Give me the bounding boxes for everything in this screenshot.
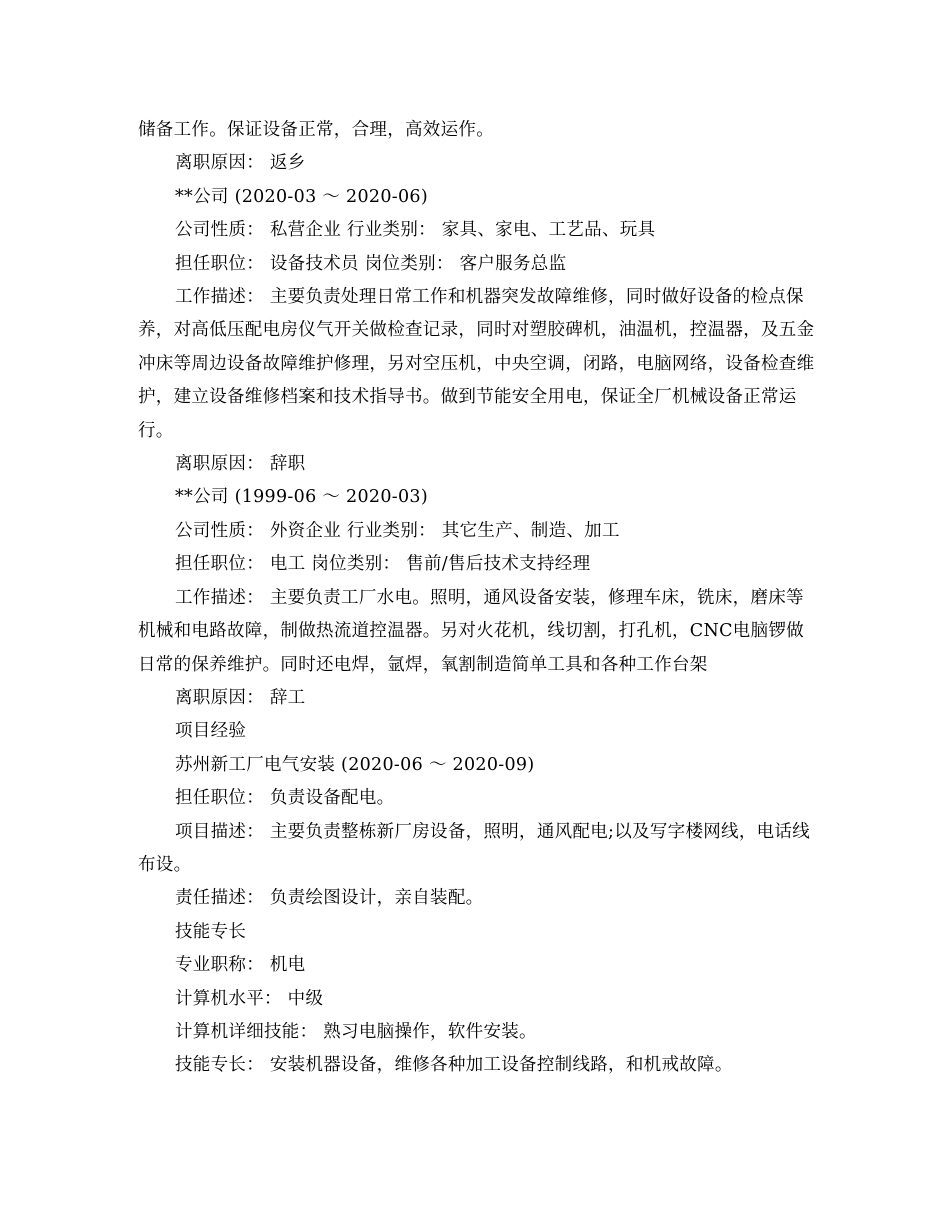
section-heading-skills: 技能专长 [175, 921, 247, 942]
paragraph-job-description-1: 工作描述： 主要负责处理日常工作和机器突发故障维修，同时做好设备的检点保养，对高低压配电房仪气开关做检查记录，同时对塑胶碑机，油温机，控温器，及五金冲床等周边设备故障维护修理，另对空压机，中央空调，闭路，电脑网络，设备检查维护，建立设备维修档案和技术指导书。做到节能安全用电，保证全厂机械设备正常运行。 [138, 287, 815, 441]
paragraph-company-1: **公司 (2020-03 ～ 2020-06) [175, 186, 428, 207]
paragraph-leave-reason-1: 离职原因： 返乡 [175, 153, 306, 174]
paragraph-position-2: 担任职位： 电工 岗位类别： 售前/售后技术支持经理 [175, 554, 591, 575]
paragraph-professional-title: 专业职称： 机电 [175, 955, 306, 976]
paragraph-job-description-2: 工作描述： 主要负责工厂水电。照明，通风设备安装，修理车床，铣床，磨床等机械和电路故障，制做热流道控温器。另对火花机，线切割，打孔机，CNC电脑锣做日常的保养维护。同时还电焊，氩焊，氧割制造简单工具和各种工作台架 [138, 587, 804, 675]
paragraph-skill-specialty: 技能专长： 安装机器设备，维修各种加工设备控制线路，和机戒故障。 [175, 1055, 733, 1076]
paragraph-company-nature-1: 公司性质： 私营企业 行业类别： 家具、家电、工艺品、玩具 [175, 220, 656, 241]
paragraph-computer-level: 计算机水平： 中级 [175, 988, 324, 1009]
paragraph-project-description: 项目描述： 主要负责整栋新厂房设备，照明，通风配电;以及写字楼网线，电话线布设。 [138, 821, 811, 875]
document-body [138, 114, 818, 1083]
paragraph-leave-reason-2: 离职原因： 辞职 [175, 454, 306, 475]
paragraph-company-nature-2: 公司性质： 外资企业 行业类别： 其它生产、制造、加工 [175, 520, 620, 541]
paragraph-responsibility-description: 责任描述： 负责绘图设计，亲自装配。 [175, 888, 484, 909]
paragraph-project-title: 苏州新工厂电气安装 (2020-06 ～ 2020-09) [175, 754, 535, 775]
paragraph-computer-skills: 计算机详细技能： 熟习电脑操作，软件安装。 [175, 1021, 537, 1042]
paragraph-leave-reason-3: 离职原因： 辞工 [175, 687, 306, 708]
paragraph-continuation: 储备工作。保证设备正常，合理，高效运作。 [138, 120, 494, 140]
paragraph-company-2: **公司 (1999-06 ～ 2020-03) [175, 487, 428, 508]
paragraph-position-1: 担任职位： 设备技术员 岗位类别： 客户服务总监 [175, 253, 567, 274]
paragraph-project-position: 担任职位： 负责设备配电。 [175, 788, 395, 809]
section-heading-project-experience: 项目经验 [175, 721, 247, 742]
